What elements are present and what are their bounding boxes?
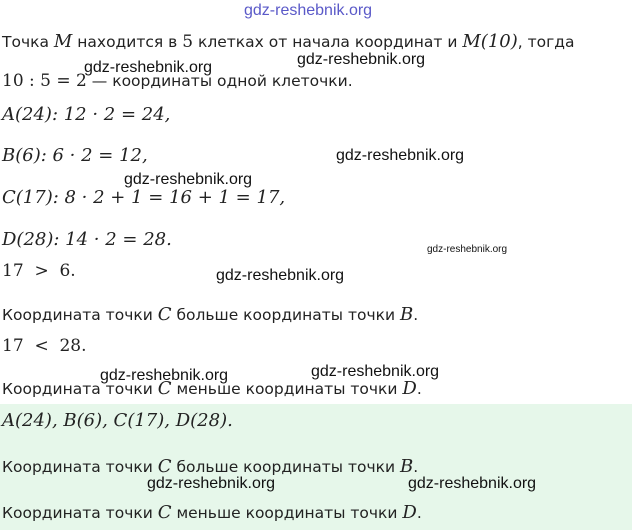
cmp2-text-a: Координата точки	[2, 380, 158, 398]
comparison-1: 17 > 6.	[2, 261, 76, 281]
answer-line2-point-c: C	[157, 502, 172, 523]
watermark: gdz-reshebnik.org	[311, 363, 440, 380]
answer-line2-text-b: меньше координаты точки	[171, 504, 403, 522]
watermark: gdz-reshebnik.org	[336, 147, 465, 164]
answer-line1-point-b: B	[400, 456, 414, 477]
intro-number-5: 5	[182, 32, 194, 52]
watermark: gdz-reshebnik.org	[124, 171, 253, 188]
comparison-1-text	[2, 304, 418, 325]
cmp2-end: .	[416, 380, 422, 398]
answer-line1-point-c: C	[157, 456, 172, 477]
intro-text-2: находится в	[72, 33, 183, 51]
intro-line	[2, 31, 575, 52]
cmp2-text-b: меньше координаты точки	[171, 380, 403, 398]
calc-expression: 10 : 5 = 2	[2, 71, 87, 91]
intro-text-3: клетках от начала координат и	[193, 33, 463, 51]
point-b-calc: B(6): 6 · 2 = 12,	[2, 145, 148, 166]
cmp2-point-c: C	[157, 378, 172, 399]
watermark: gdz-reshebnik.org	[216, 267, 345, 284]
watermark: gdz-reshebnik.org	[100, 367, 229, 384]
calc-text: — координаты одной клеточки.	[86, 72, 353, 90]
answer-line1-text-b: больше координаты точки	[171, 458, 400, 476]
point-c-calc: C(17): 8 · 2 + 1 = 16 + 1 = 17,	[2, 187, 286, 208]
watermark: gdz-reshebnik.org	[297, 51, 426, 68]
cmp2-point-d: D	[402, 378, 417, 399]
cmp1-end: .	[413, 306, 419, 324]
answer-line-1	[2, 456, 418, 477]
answer-line2-text-a: Координата точки	[2, 504, 158, 522]
intro-point-m: M	[53, 31, 73, 52]
point-a-calc: A(24): 12 · 2 = 24,	[2, 104, 171, 125]
intro-m10: M(10)	[462, 31, 518, 52]
answer-line1-text-a: Координата точки	[2, 458, 158, 476]
watermark: gdz-reshebnik.org	[84, 59, 213, 76]
cmp1-text-b: больше координаты точки	[171, 306, 400, 324]
watermark-top: gdz-reshebnik.org	[244, 2, 373, 19]
answer-line2-point-d: D	[402, 502, 417, 523]
watermark: gdz-reshebnik.org	[427, 244, 508, 255]
cmp1-point-c: C	[157, 304, 172, 325]
watermark: gdz-reshebnik.org	[147, 475, 276, 492]
answer-line1-end: .	[413, 458, 419, 476]
cmp1-point-b: B	[400, 304, 414, 325]
intro-text-1: Точка	[2, 33, 54, 51]
answer-line2-end: .	[416, 504, 422, 522]
cmp1-text-a: Координата точки	[2, 306, 158, 324]
answer-points: A(24), B(6), C(17), D(28).	[2, 410, 233, 431]
comparison-2: 17 < 28.	[2, 336, 87, 356]
watermark: gdz-reshebnik.org	[408, 475, 537, 492]
answer-line-2	[2, 502, 422, 523]
intro-text-4: , тогда	[517, 33, 575, 51]
point-d-calc: D(28): 14 · 2 = 28.	[2, 229, 172, 250]
